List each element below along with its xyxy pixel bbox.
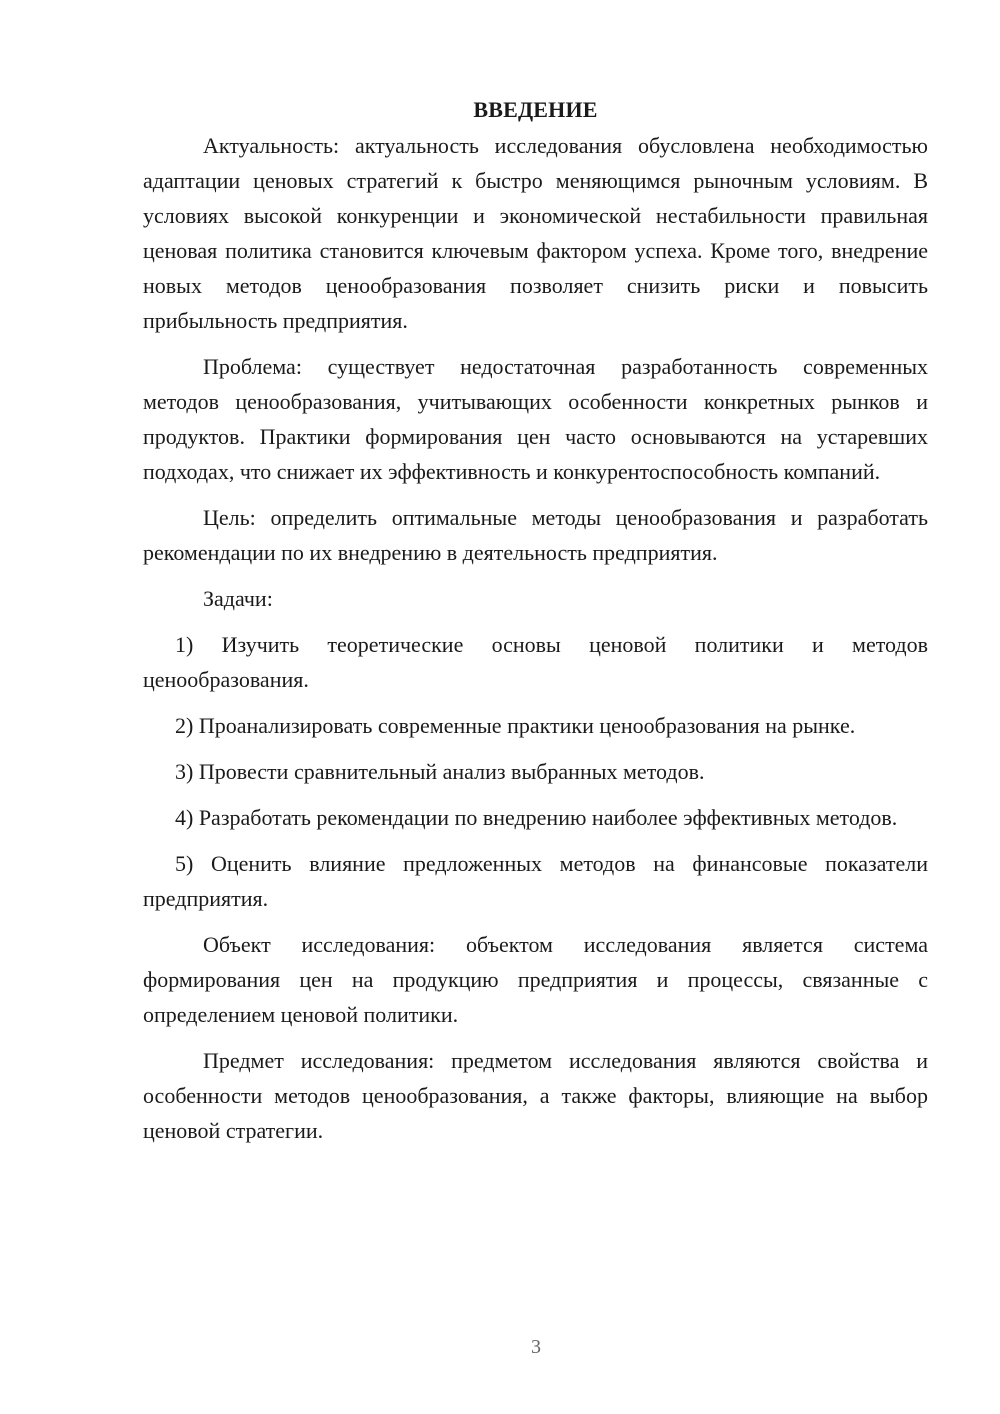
relevance-paragraph: Актуальность: актуальность исследования обусловлена необходимостью адаптации ценовых стратегий к быстро меняющимся рыночным условиям. В условиях высокой конкуренции и экономической нестабильности правильная ценовая политика становится ключевым фактором успеха. Кроме того, внедрение новых методов ценообразования позволяет снизить риски и повысить прибыльность предприятия. — [143, 133, 928, 333]
object-paragraph: Объект исследования: объектом исследования является система формирования цен на продукцию предприятия и процессы, связанные с определением ценовой политики. — [143, 932, 928, 1027]
problem-paragraph: Проблема: существует недостаточная разработанность современных методов ценообразования, учитывающих особенности конкретных рынков и продуктов. Практики формирования цен часто основываются на устаревших подходах, что снижает их эффективность и конкурентоспособность компаний. — [143, 354, 928, 484]
section-title: ВВЕДЕНИЕ — [473, 97, 598, 122]
goal-paragraph: Цель: определить оптимальные методы ценообразования и разработать рекомендации по их внедрению в деятельность предприятия. — [143, 505, 928, 565]
page-number: 3 — [531, 1336, 541, 1358]
tasks-heading: Задачи: — [203, 586, 273, 611]
task-item-4: 4) Разработать рекомендации по внедрению наиболее эффективных методов. — [175, 805, 898, 830]
task-item-5: 5) Оценить влияние предложенных методов на финансовые показатели предприятия. — [143, 851, 928, 911]
document-page — [143, 92, 928, 1148]
task-item-3: 3) Провести сравнительный анализ выбранных методов. — [175, 759, 705, 784]
task-item-1: 1) Изучить теоретические основы ценовой политики и методов ценообразования. — [143, 632, 928, 692]
subject-paragraph: Предмет исследования: предметом исследования являются свойства и особенности методов ценообразования, а также факторы, влияющие на выбор ценовой стратегии. — [143, 1048, 928, 1143]
task-item-2: 2) Проанализировать современные практики ценообразования на рынке. — [175, 713, 856, 738]
tasks-list — [143, 627, 928, 916]
